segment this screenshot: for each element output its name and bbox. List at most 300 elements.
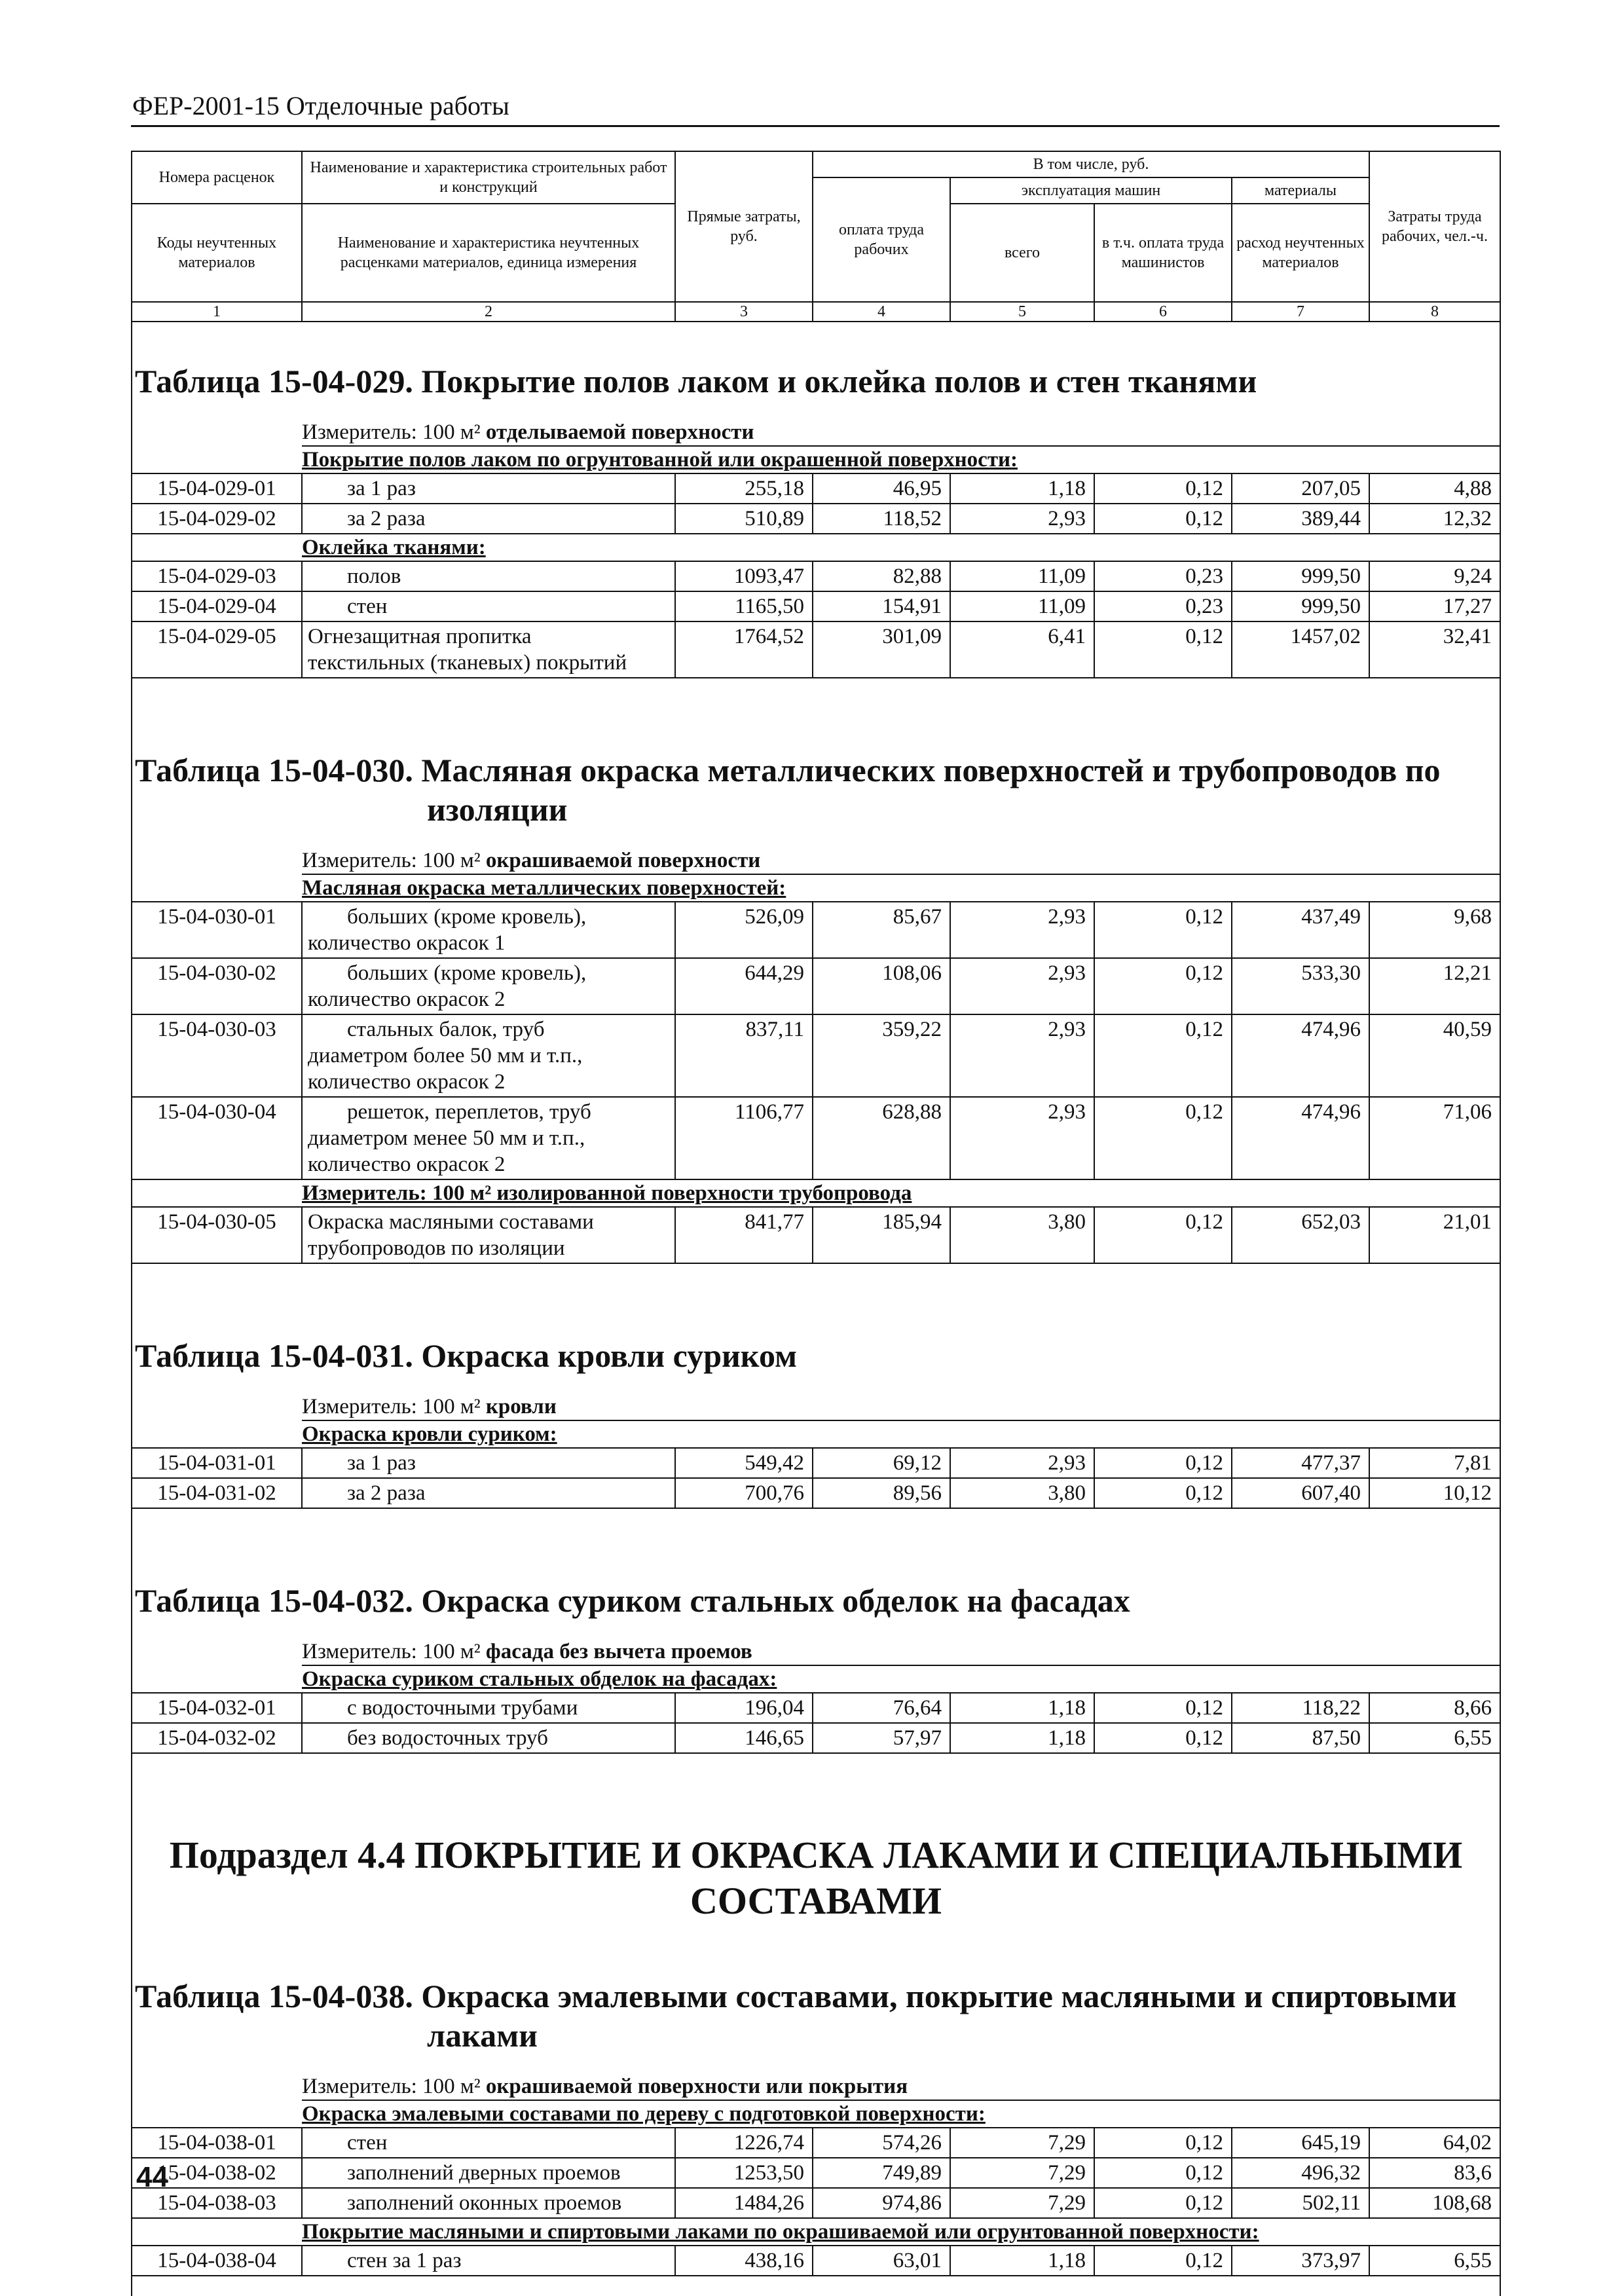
table-title-cell — [132, 322, 1500, 414]
labor-pay-value: 359,22 — [813, 1014, 950, 1097]
work-name — [302, 591, 675, 621]
work-name — [302, 2188, 675, 2218]
unit-spacer — [132, 2068, 302, 2100]
machinist-pay-value: 0,12 — [1094, 504, 1232, 534]
work-name-text: стен за 1 раз — [347, 2249, 462, 2272]
table-title-continuation: изоляции — [427, 791, 568, 828]
rate-code: 15-04-038-01 — [132, 2128, 302, 2158]
work-name — [302, 1014, 675, 1097]
unit-prefix: Измеритель: 100 м² — [302, 849, 486, 872]
work-name-text: за 1 раз — [347, 1451, 416, 1475]
table-header — [132, 151, 1500, 322]
col-rate-numbers: Номера расценок — [132, 151, 302, 204]
materials-value: 437,49 — [1232, 902, 1369, 958]
materials-value: 1457,02 — [1232, 621, 1369, 678]
unit-prefix: Измеритель: 100 м² — [302, 2075, 486, 2098]
labor-hours-value: 71,06 — [1369, 1097, 1500, 1179]
work-name-text: диаметром более 50 мм и т.п., — [308, 1044, 583, 1067]
group-row — [132, 2100, 1500, 2128]
work-name-line — [308, 1695, 669, 1721]
labor-pay-value: 301,09 — [813, 621, 950, 678]
column-index: 3 — [675, 302, 813, 322]
work-name-text: заполнений дверных проемов — [347, 2161, 621, 2185]
machinist-pay-value: 0,23 — [1094, 591, 1232, 621]
work-name-text: Огнезащитная пропитка — [308, 625, 532, 648]
unit-spacer — [132, 414, 302, 446]
table-title: Таблица 15-04-032. Окраска суриком стальных обделок на фасадах — [135, 1582, 1130, 1619]
materials-value: 389,44 — [1232, 504, 1369, 534]
table-title: Таблица 15-04-031. Окраска кровли суриком — [135, 1337, 798, 1374]
group-row — [132, 1179, 1500, 1207]
unit-spacer — [132, 1633, 302, 1665]
table-title-cell — [132, 1528, 1500, 1633]
work-name-text: диаметром менее 50 мм и т.п., — [308, 1126, 585, 1150]
labor-pay-value: 185,94 — [813, 1207, 950, 1263]
table-row — [132, 2128, 1500, 2158]
table-row — [132, 1207, 1500, 1263]
unit-prefix: Измеритель: 100 м² — [302, 1640, 486, 1663]
table-title-cell — [132, 1284, 1500, 1388]
work-name — [302, 1448, 675, 1478]
unit-row — [132, 842, 1500, 874]
machinist-pay-value: 0,12 — [1094, 1097, 1232, 1179]
machinist-pay-value: 0,12 — [1094, 902, 1232, 958]
table-body — [132, 322, 1500, 2296]
column-index-row — [132, 302, 1500, 322]
unit-row — [132, 2068, 1500, 2100]
machines-total-value: 6,41 — [950, 621, 1094, 678]
direct-costs-value: 1764,52 — [675, 621, 813, 678]
work-name-text: количество окрасок 2 — [308, 1153, 506, 1176]
column-index: 8 — [1369, 302, 1500, 322]
direct-costs-value: 549,42 — [675, 1448, 813, 1478]
materials-value: 87,50 — [1232, 1723, 1369, 1753]
work-name-line — [308, 2190, 669, 2216]
unit-prefix: Измеритель: 100 м² — [302, 420, 486, 444]
work-name-text: количество окрасок 2 — [308, 988, 506, 1011]
group-label: Окраска эмалевыми составами по дереву с подготовкой поверхности: — [302, 2100, 1500, 2128]
work-name-line — [308, 1209, 669, 1235]
group-spacer — [132, 2100, 302, 2128]
page-number: 44 — [136, 2161, 168, 2193]
work-name-line — [308, 1043, 669, 1069]
group-label: Измеритель: 100 м² изолированной поверхности трубопровода — [302, 1179, 1500, 1207]
direct-costs-value: 510,89 — [675, 504, 813, 534]
machines-total-value: 1,18 — [950, 473, 1094, 504]
col-materials: материалы — [1232, 177, 1369, 204]
rate-code: 15-04-030-02 — [132, 958, 302, 1014]
group-row — [132, 534, 1500, 561]
labor-pay-value: 574,26 — [813, 2128, 950, 2158]
work-name-text: Окраска масляными составами — [308, 1210, 594, 1234]
materials-value: 474,96 — [1232, 1014, 1369, 1097]
direct-costs-value: 1165,50 — [675, 591, 813, 621]
direct-costs-value: 1226,74 — [675, 2128, 813, 2158]
column-index: 4 — [813, 302, 950, 322]
col-labor-pay: оплата труда рабочих — [813, 177, 950, 302]
rate-code: 15-04-029-03 — [132, 561, 302, 591]
rate-code: 15-04-032-01 — [132, 1693, 302, 1723]
materials-value: 502,11 — [1232, 2188, 1369, 2218]
rates-table — [131, 151, 1501, 2296]
rate-code: 15-04-030-03 — [132, 1014, 302, 1097]
work-name-text: количество окрасок 2 — [308, 1070, 506, 1094]
group-spacer — [132, 446, 302, 473]
rate-code: 15-04-029-05 — [132, 621, 302, 678]
rate-code: 15-04-031-01 — [132, 1448, 302, 1478]
machinist-pay-value: 0,12 — [1094, 2128, 1232, 2158]
machines-total-value: 1,18 — [950, 1723, 1094, 1753]
work-name — [302, 1478, 675, 1508]
machines-total-value: 2,93 — [950, 1448, 1094, 1478]
machinist-pay-value: 0,12 — [1094, 1014, 1232, 1097]
machines-total-value: 1,18 — [950, 2246, 1094, 2276]
column-index: 7 — [1232, 302, 1369, 322]
machinist-pay-value: 0,12 — [1094, 1693, 1232, 1723]
spacer-cell — [132, 1753, 1500, 1773]
table-row — [132, 473, 1500, 504]
direct-costs-value: 1106,77 — [675, 1097, 813, 1179]
machinist-pay-value: 0,12 — [1094, 1207, 1232, 1263]
work-name-line — [308, 1725, 669, 1751]
work-name-text: за 1 раз — [347, 477, 416, 500]
work-name-text: больших (кроме кровель), — [347, 905, 587, 929]
col-material-description: Наименование и характеристика неучтенных расценками материалов, единица измерения — [302, 204, 675, 302]
col-material-codes: Коды неучтенных материалов — [132, 204, 302, 302]
work-name-text: решеток, переплетов, труб — [347, 1100, 591, 1124]
column-index: 2 — [302, 302, 675, 322]
work-name — [302, 2246, 675, 2276]
direct-costs-value: 1253,50 — [675, 2158, 813, 2188]
group-label: Масляная окраска металлических поверхностей: — [302, 874, 1500, 902]
materials-value: 999,50 — [1232, 561, 1369, 591]
table-title: Таблица 15-04-038. Окраска эмалевыми составами, покрытие масляными и спиртовыми — [135, 1978, 1457, 2014]
unit-cell — [302, 2068, 1500, 2100]
unit-cell — [302, 414, 1500, 446]
materials-value: 533,30 — [1232, 958, 1369, 1014]
section-spacer — [132, 1508, 1500, 1528]
work-name-line — [308, 650, 669, 676]
column-index: 1 — [132, 302, 302, 322]
spacer-cell — [132, 678, 1500, 698]
table-row — [132, 2246, 1500, 2276]
machines-total-value: 3,80 — [950, 1478, 1094, 1508]
labor-hours-value: 8,66 — [1369, 1693, 1500, 1723]
labor-pay-value: 89,56 — [813, 1478, 950, 1508]
column-index: 5 — [950, 302, 1094, 322]
group-spacer — [132, 1420, 302, 1448]
work-name-text: заполнений оконных проемов — [347, 2191, 622, 2215]
table-row — [132, 958, 1500, 1014]
rate-code: 15-04-030-05 — [132, 1207, 302, 1263]
group-spacer — [132, 1179, 302, 1207]
group-spacer — [132, 534, 302, 561]
group-row — [132, 1420, 1500, 1448]
work-name-text: с водосточными трубами — [347, 1696, 578, 1720]
unit-cell — [302, 842, 1500, 874]
table-row — [132, 1693, 1500, 1723]
work-name — [302, 902, 675, 958]
machinist-pay-value: 0,23 — [1094, 561, 1232, 591]
labor-hours-value: 64,02 — [1369, 2128, 1500, 2158]
table-row — [132, 504, 1500, 534]
table-title-cell — [132, 698, 1500, 842]
machines-total-value: 1,18 — [950, 1693, 1094, 1723]
labor-hours-value: 21,01 — [1369, 1207, 1500, 1263]
work-name-line — [308, 506, 669, 532]
col-work-description: Наименование и характеристика строительных работ и конструкций — [302, 151, 675, 204]
labor-hours-value: 6,55 — [1369, 1723, 1500, 1753]
labor-pay-value: 154,91 — [813, 591, 950, 621]
col-machinist-pay: в т.ч. оплата труда машинистов — [1094, 204, 1232, 302]
work-name-line — [308, 960, 669, 986]
machines-total-value: 2,93 — [950, 958, 1094, 1014]
work-name-line — [308, 1151, 669, 1177]
unit-text: фасада без вычета проемов — [485, 1640, 752, 1663]
materials-value: 999,50 — [1232, 591, 1369, 621]
labor-pay-value: 69,12 — [813, 1448, 950, 1478]
labor-hours-value: 12,32 — [1369, 504, 1500, 534]
group-label: Покрытие масляными и спиртовыми лаками по окрашиваемой или огрунтованной поверхности: — [302, 2218, 1500, 2246]
table-row — [132, 902, 1500, 958]
labor-pay-value: 108,06 — [813, 958, 950, 1014]
table-title: Таблица 15-04-030. Масляная окраска металлических поверхностей и трубопроводов по — [135, 752, 1441, 788]
labor-pay-value: 76,64 — [813, 1693, 950, 1723]
machines-total-value: 2,93 — [950, 1097, 1094, 1179]
machines-total-value: 11,09 — [950, 591, 1094, 621]
rate-code: 15-04-038-03 — [132, 2188, 302, 2218]
work-name — [302, 504, 675, 534]
group-row — [132, 874, 1500, 902]
table-row — [132, 1448, 1500, 1478]
machines-total-value: 7,29 — [950, 2128, 1094, 2158]
spacer-cell — [132, 2276, 1500, 2296]
rate-code: 15-04-038-02 — [132, 2158, 302, 2188]
table-row — [132, 2158, 1500, 2188]
machines-total-value: 7,29 — [950, 2158, 1094, 2188]
group-label: Окраска суриком стальных обделок на фасадах: — [302, 1665, 1500, 1693]
rate-code: 15-04-038-04 — [132, 2246, 302, 2276]
materials-value: 373,97 — [1232, 2246, 1369, 2276]
direct-costs-value: 1093,47 — [675, 561, 813, 591]
labor-pay-value: 628,88 — [813, 1097, 950, 1179]
labor-pay-value: 749,89 — [813, 2158, 950, 2188]
unit-text: отделываемой поверхности — [485, 420, 754, 444]
work-name — [302, 2158, 675, 2188]
work-name-line — [308, 2130, 669, 2156]
unit-row — [132, 414, 1500, 446]
unit-row — [132, 1388, 1500, 1420]
group-spacer — [132, 2218, 302, 2246]
labor-hours-value: 32,41 — [1369, 621, 1500, 678]
labor-hours-value: 10,12 — [1369, 1478, 1500, 1508]
materials-value: 496,32 — [1232, 2158, 1369, 2188]
unit-spacer — [132, 842, 302, 874]
work-name-line — [308, 1069, 669, 1095]
subsection-row — [132, 1773, 1500, 1944]
group-row — [132, 1665, 1500, 1693]
running-header — [131, 88, 1500, 127]
col-labor-costs: Затраты труда рабочих, чел.-ч. — [1369, 151, 1500, 302]
labor-hours-value: 6,55 — [1369, 2246, 1500, 2276]
unit-cell — [302, 1633, 1500, 1665]
labor-pay-value: 85,67 — [813, 902, 950, 958]
labor-hours-value: 12,21 — [1369, 958, 1500, 1014]
machines-total-value: 2,93 — [950, 1014, 1094, 1097]
work-name-text: без водосточных труб — [347, 1726, 548, 1750]
table-title-row — [132, 1944, 1500, 2068]
materials-value: 477,37 — [1232, 1448, 1369, 1478]
table-row — [132, 621, 1500, 678]
work-name-text: стен — [347, 2131, 388, 2155]
work-name-text: за 2 раза — [347, 507, 426, 530]
work-name-line — [308, 563, 669, 589]
table-title: Таблица 15-04-029. Покрытие полов лаком и оклейка полов и стен тканями — [135, 363, 1257, 399]
group-label: Окраска кровли суриком: — [302, 1420, 1500, 1448]
col-incl-group: В том числе, руб. — [813, 151, 1369, 177]
unit-text: кровли — [485, 1395, 557, 1418]
unit-prefix: Измеритель: 100 м² — [302, 1395, 486, 1418]
group-row — [132, 446, 1500, 473]
table-title-continuation: лаками — [427, 2017, 538, 2054]
rate-code: 15-04-029-01 — [132, 473, 302, 504]
machinist-pay-value: 0,12 — [1094, 958, 1232, 1014]
section-spacer — [132, 2276, 1500, 2296]
rate-code: 15-04-030-01 — [132, 902, 302, 958]
rate-code: 15-04-029-04 — [132, 591, 302, 621]
labor-hours-value: 4,88 — [1369, 473, 1500, 504]
direct-costs-value: 837,11 — [675, 1014, 813, 1097]
machinist-pay-value: 0,12 — [1094, 1723, 1232, 1753]
rates-sheet — [131, 151, 1500, 2279]
work-name-text: стен — [347, 595, 388, 618]
work-name — [302, 561, 675, 591]
labor-pay-value: 118,52 — [813, 504, 950, 534]
machines-total-value: 3,80 — [950, 1207, 1094, 1263]
table-title-row — [132, 698, 1500, 842]
table-title-cell — [132, 1944, 1500, 2068]
group-label: Оклейка тканями: — [302, 534, 1500, 561]
unit-row — [132, 1633, 1500, 1665]
labor-pay-value: 57,97 — [813, 1723, 950, 1753]
work-name — [302, 1693, 675, 1723]
work-name-text: текстильных (тканевых) покрытий — [308, 651, 627, 675]
unit-text: окрашиваемой поверхности или покрытия — [485, 2075, 908, 2098]
direct-costs-value: 196,04 — [675, 1693, 813, 1723]
work-name-line — [308, 1480, 669, 1506]
work-name-line — [308, 1099, 669, 1125]
machines-total-value: 2,93 — [950, 902, 1094, 958]
group-spacer — [132, 874, 302, 902]
labor-hours-value: 40,59 — [1369, 1014, 1500, 1097]
work-name-line — [308, 1235, 669, 1261]
work-name — [302, 2128, 675, 2158]
col-material-usage: расход неучтенных материалов — [1232, 204, 1369, 302]
direct-costs-value: 700,76 — [675, 1478, 813, 1508]
work-name-line — [308, 1450, 669, 1476]
machinist-pay-value: 0,12 — [1094, 1448, 1232, 1478]
materials-value: 645,19 — [1232, 2128, 1369, 2158]
spacer-cell — [132, 1263, 1500, 1284]
work-name-line — [308, 1125, 669, 1151]
table-row — [132, 591, 1500, 621]
machinist-pay-value: 0,12 — [1094, 473, 1232, 504]
machines-total-value: 2,93 — [950, 504, 1094, 534]
table-row — [132, 2188, 1500, 2218]
materials-value: 207,05 — [1232, 473, 1369, 504]
table-title-row — [132, 322, 1500, 414]
direct-costs-value: 255,18 — [675, 473, 813, 504]
running-header-title: ФЕР-2001-15 Отделочные работы — [132, 91, 509, 120]
work-name-text: трубопроводов по изоляции — [308, 1236, 565, 1260]
labor-hours-value: 9,68 — [1369, 902, 1500, 958]
machines-total-value: 7,29 — [950, 2188, 1094, 2218]
column-index: 6 — [1094, 302, 1232, 322]
machinist-pay-value: 0,12 — [1094, 621, 1232, 678]
unit-cell — [302, 1388, 1500, 1420]
labor-pay-value: 974,86 — [813, 2188, 950, 2218]
labor-hours-value: 7,81 — [1369, 1448, 1500, 1478]
work-name-line — [308, 2248, 669, 2274]
labor-hours-value: 108,68 — [1369, 2188, 1500, 2218]
direct-costs-value: 644,29 — [675, 958, 813, 1014]
work-name-line — [308, 986, 669, 1012]
labor-hours-value: 9,24 — [1369, 561, 1500, 591]
materials-value: 607,40 — [1232, 1478, 1369, 1508]
section-spacer — [132, 678, 1500, 698]
work-name-line — [308, 623, 669, 650]
rate-code: 15-04-031-02 — [132, 1478, 302, 1508]
machines-total-value: 11,09 — [950, 561, 1094, 591]
work-name-text: количество окрасок 1 — [308, 931, 506, 955]
rate-code: 15-04-029-02 — [132, 504, 302, 534]
table-row — [132, 561, 1500, 591]
work-name-line — [308, 904, 669, 930]
materials-value: 474,96 — [1232, 1097, 1369, 1179]
section-spacer — [132, 1753, 1500, 1773]
work-name — [302, 1723, 675, 1753]
machinist-pay-value: 0,12 — [1094, 2188, 1232, 2218]
work-name-line — [308, 1016, 669, 1043]
work-name — [302, 1097, 675, 1179]
col-machine-operation: эксплуатация машин — [950, 177, 1232, 204]
labor-hours-value: 83,6 — [1369, 2158, 1500, 2188]
unit-spacer — [132, 1388, 302, 1420]
spacer-cell — [132, 1508, 1500, 1528]
machinist-pay-value: 0,12 — [1094, 2246, 1232, 2276]
rate-code: 15-04-030-04 — [132, 1097, 302, 1179]
work-name-line — [308, 2160, 669, 2186]
work-name-text: за 2 раза — [347, 1481, 426, 1505]
direct-costs-value: 526,09 — [675, 902, 813, 958]
table-row — [132, 1478, 1500, 1508]
direct-costs-value: 841,77 — [675, 1207, 813, 1263]
group-label: Покрытие полов лаком по огрунтованной или окрашенной поверхности: — [302, 446, 1500, 473]
group-spacer — [132, 1665, 302, 1693]
materials-value: 118,22 — [1232, 1693, 1369, 1723]
machinist-pay-value: 0,12 — [1094, 2158, 1232, 2188]
labor-pay-value: 63,01 — [813, 2246, 950, 2276]
section-spacer — [132, 1263, 1500, 1284]
table-title-row — [132, 1284, 1500, 1388]
work-name-text: полов — [347, 565, 401, 588]
direct-costs-value: 1484,26 — [675, 2188, 813, 2218]
unit-text: окрашиваемой поверхности — [485, 849, 761, 872]
direct-costs-value: 146,65 — [675, 1723, 813, 1753]
work-name-text: больших (кроме кровель), — [347, 961, 587, 985]
labor-pay-value: 46,95 — [813, 473, 950, 504]
col-machines-total: всего — [950, 204, 1094, 302]
